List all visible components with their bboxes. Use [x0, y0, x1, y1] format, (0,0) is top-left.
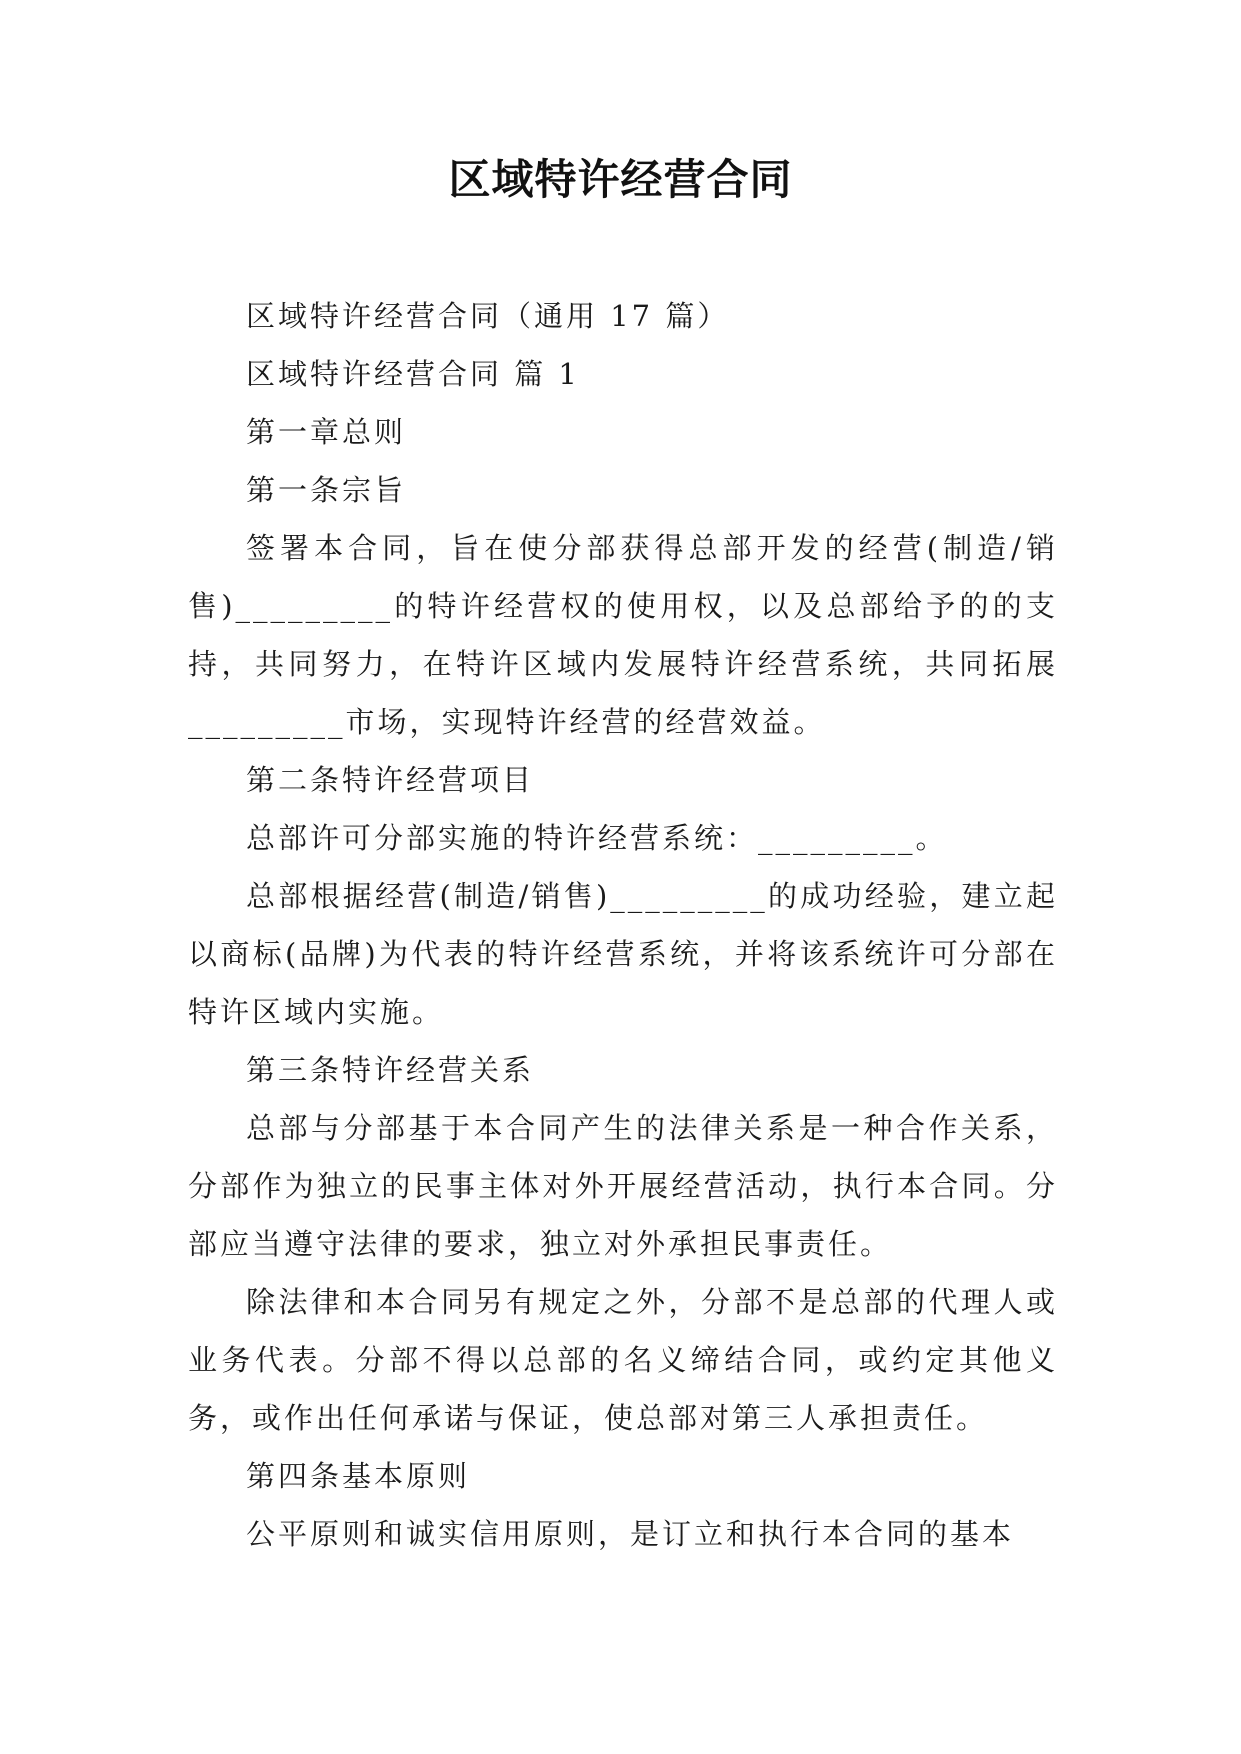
paragraph: 总部许可分部实施的特许经营系统：_________。 [246, 821, 948, 855]
paragraph-part-heading: 区域特许经营合同 篇 1 [246, 357, 580, 391]
article-heading: 第二条特许经营项目 [246, 763, 535, 797]
chapter-heading: 第一章总则 [246, 415, 407, 449]
paragraph: 除法律和本合同另有规定之外，分部不是总部的代理人或业务代表。分部不得以总部的名义缔结合同，或约定其他义务，或作出任何承诺与保证，使总部对第三人承担责任。 [188, 1285, 1058, 1435]
paragraph: 总部根据经营(制造/销售)_________的成功经验，建立起以商标(品牌)为代表的特许经营系统，并将该系统许可分部在特许区域内实施。 [188, 879, 1058, 1029]
document-body [188, 287, 1058, 1563]
article-heading: 第一条宗旨 [246, 473, 407, 507]
paragraph: 总部与分部基于本合同产生的法律关系是一种合作关系，分部作为独立的民事主体对外开展经营活动，执行本合同。分部应当遵守法律的要求，独立对外承担民事责任。 [188, 1111, 1058, 1261]
paragraph: 签署本合同，旨在使分部获得总部开发的经营(制造/销售)_________的特许经营权的使用权，以及总部给予的的支持，共同努力，在特许区域内发展特许经营系统，共同拓展_________市场，实现特许经营的经营效益。 [188, 531, 1058, 739]
paragraph: 公平原则和诚实信用原则，是订立和执行本合同的基本 [246, 1517, 1015, 1551]
article-heading: 第四条基本原则 [246, 1459, 471, 1493]
document-title: 区域特许经营合同 [448, 155, 793, 204]
article-heading: 第三条特许经营关系 [246, 1053, 535, 1087]
paragraph-subtitle: 区域特许经营合同（通用 17 篇） [246, 299, 730, 333]
